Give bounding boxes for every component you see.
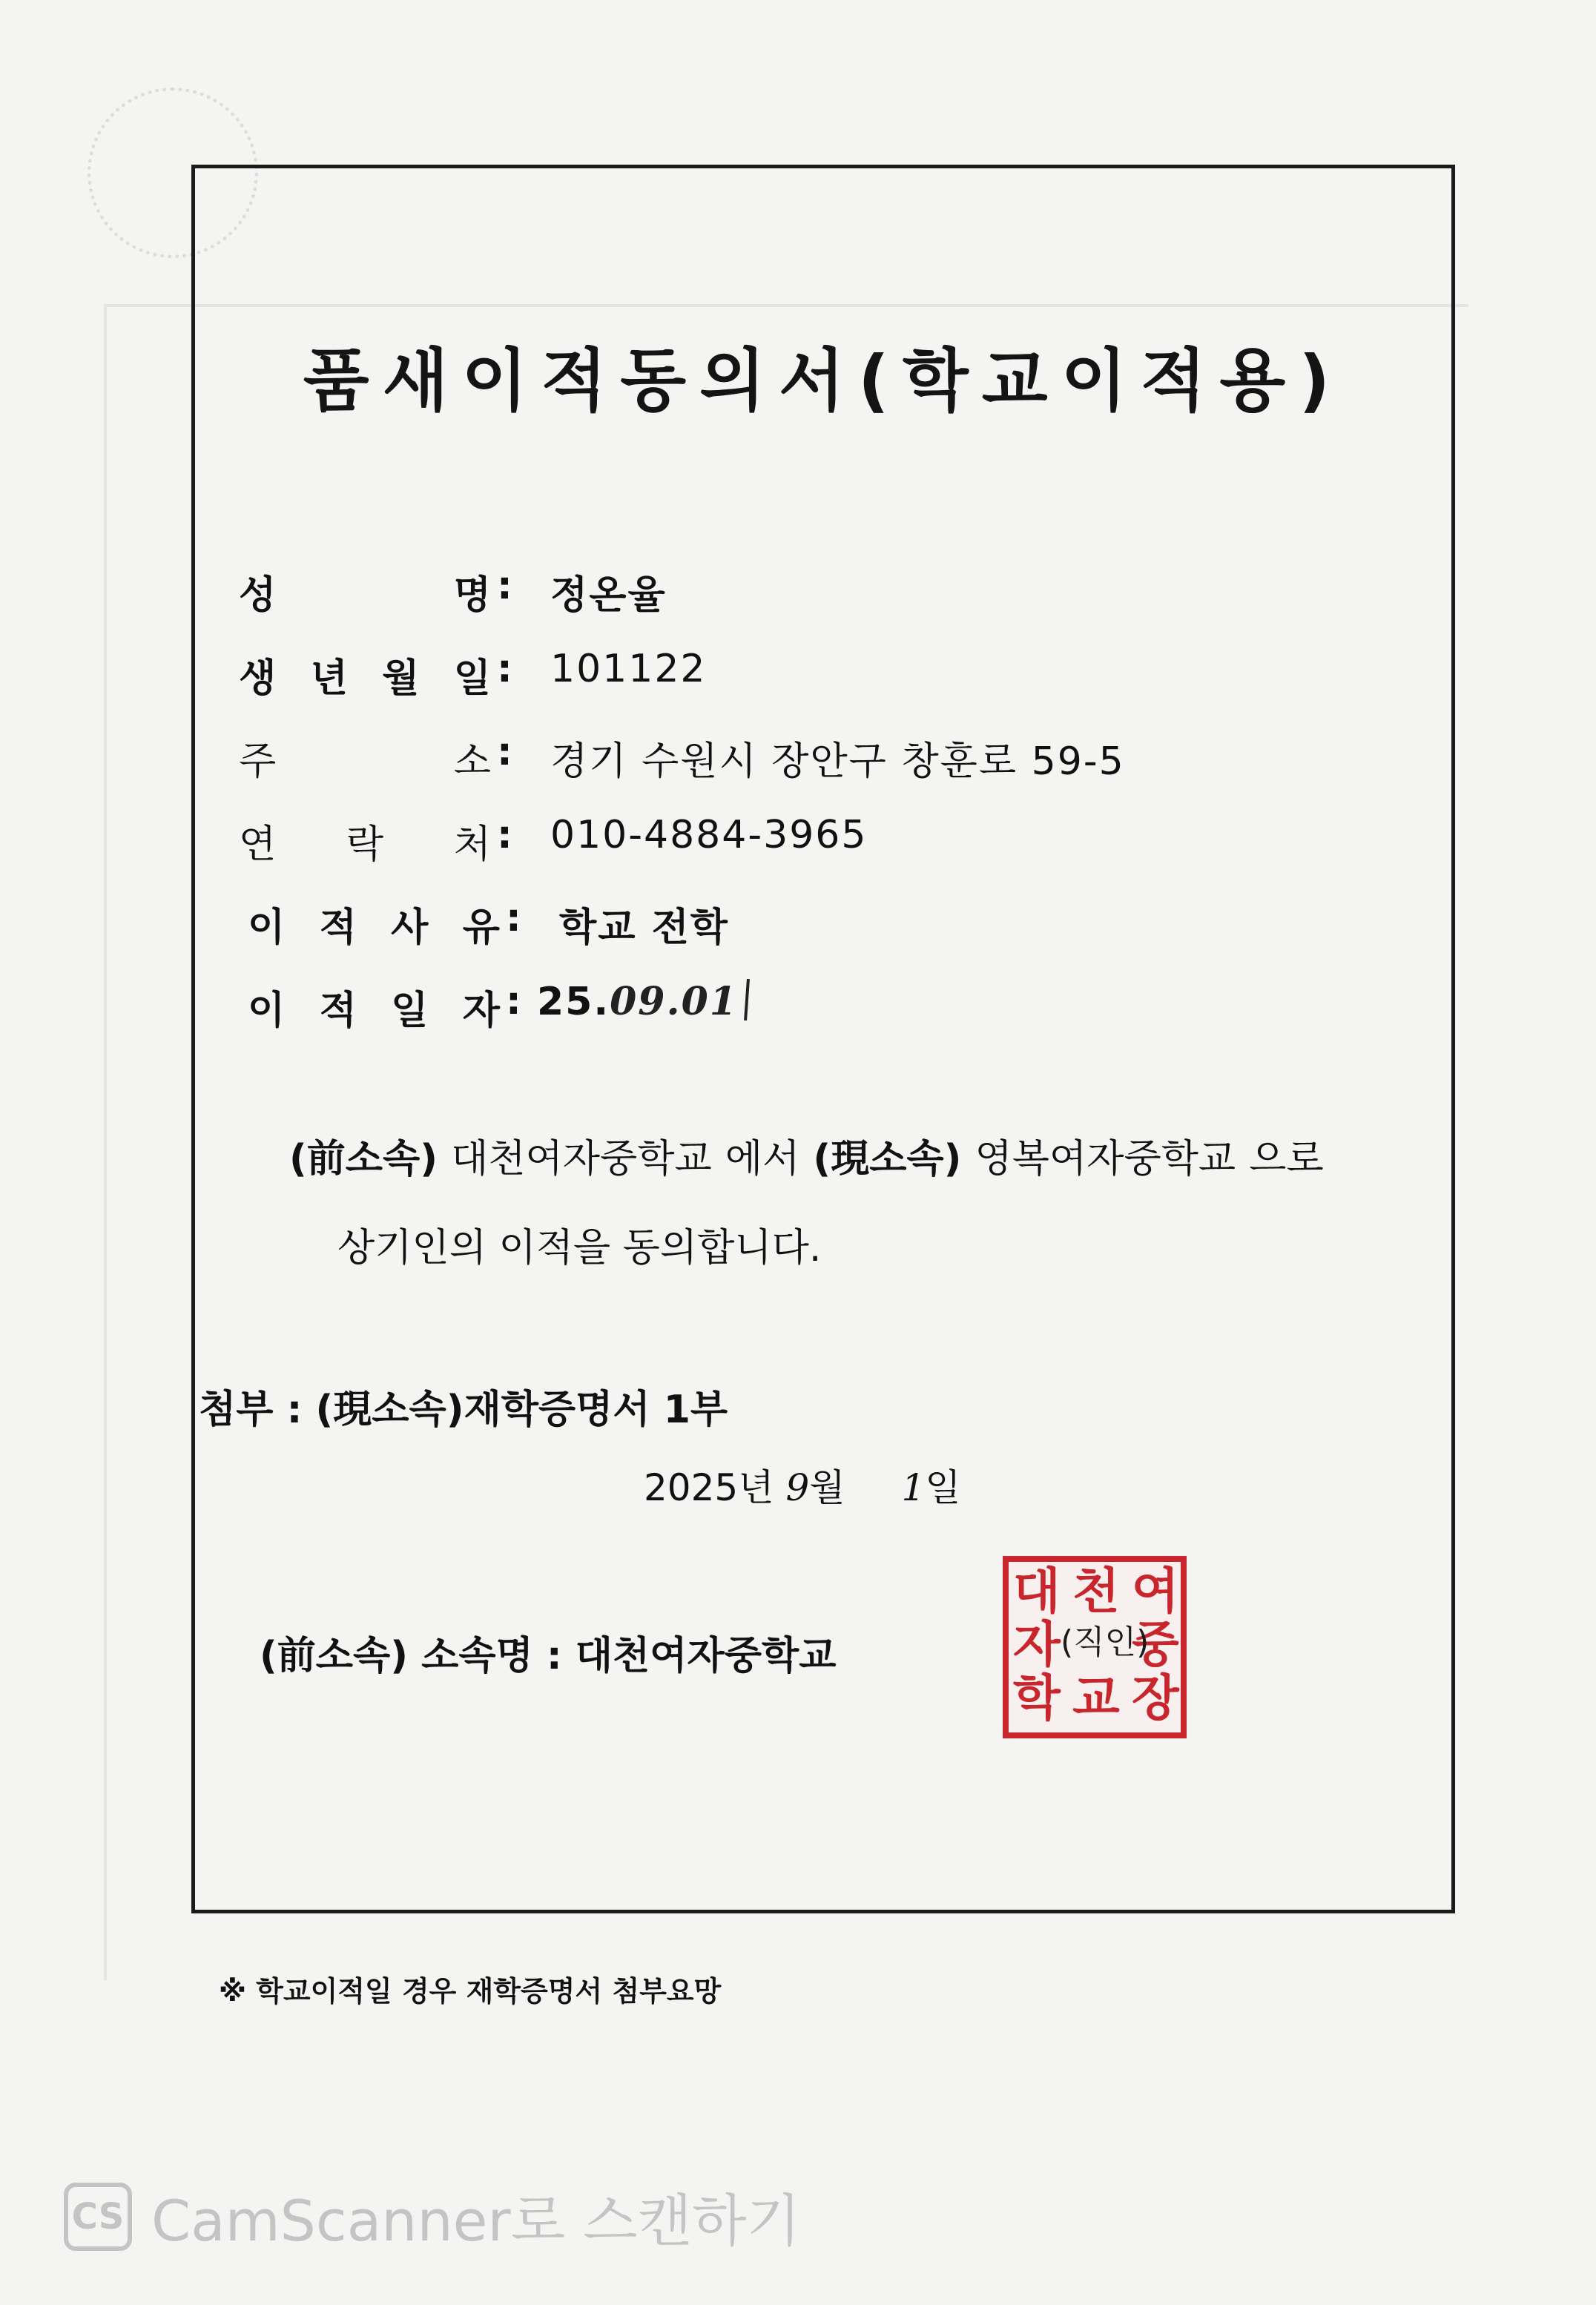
faint-border-bleedthrough — [104, 304, 107, 1980]
field-label: 연 락 처 — [239, 822, 491, 867]
seal-character: 학 — [1013, 1669, 1061, 1727]
seal-label: (직인) — [1061, 1623, 1150, 1661]
seal-character: 대 — [1013, 1562, 1061, 1620]
camscanner-watermark — [64, 2176, 801, 2257]
footnote: ※ 학교이적일 경우 재학증명서 첨부요망 — [219, 1975, 722, 2008]
consent-statement-line1 — [289, 1127, 1324, 1183]
field-value: 101122 — [550, 647, 707, 691]
field-value: 정온율 — [550, 573, 667, 618]
seal-character: 자 — [1013, 1615, 1061, 1673]
handwritten-day: 1 — [901, 1466, 926, 1509]
field-value: 경기 수원시 장안구 창훈로 59-5 — [550, 739, 1125, 784]
seal-character: 천 — [1072, 1562, 1120, 1620]
watermark-text: CamScanner로 스캔하기 — [151, 2188, 801, 2254]
prev-affiliation-tag: (前소속) — [289, 1137, 438, 1181]
consent-statement-line2: 상기인의 이적을 동의합니다. — [337, 1226, 822, 1270]
field-label: 성 명 — [239, 573, 491, 618]
field-value — [537, 979, 748, 1024]
field-value: 010-4884-3965 — [550, 813, 868, 857]
day-unit: 일 — [925, 1466, 961, 1509]
attachment-line: 첨부 : (現소속)재학증명서 1부 — [199, 1388, 728, 1432]
field-label: 이 적 사 유 — [248, 906, 500, 950]
colon: : — [506, 979, 521, 1023]
printed-date-part: 25. — [537, 980, 610, 1024]
school-affiliation-line: (前소속) 소속명 : 대천여자중학교 — [260, 1634, 837, 1678]
month-unit: 월 — [809, 1466, 845, 1509]
field-label: 이 적 일 자 — [248, 989, 500, 1033]
seal-character: 여 — [1132, 1562, 1179, 1620]
signing-date — [644, 1458, 961, 1511]
date-year: 2025년 — [644, 1466, 774, 1509]
handwritten-date: 09.01 — [610, 979, 738, 1024]
prev-school-name: 대천여자중학교 — [451, 1137, 712, 1181]
colon: : — [497, 564, 512, 608]
colon: : — [506, 896, 521, 940]
seal-character: 중 — [1132, 1615, 1179, 1673]
colon: : — [497, 813, 512, 857]
handwritten-month: 9 — [785, 1466, 810, 1509]
from-word: 에서 — [725, 1137, 800, 1181]
seal-character: 장 — [1132, 1669, 1179, 1727]
camscanner-logo-icon: CS — [64, 2183, 132, 2251]
field-label: 생 년 월 일 — [239, 656, 491, 701]
field-label: 주 소 — [239, 739, 491, 784]
seal-character: 교 — [1072, 1669, 1120, 1727]
curr-affiliation-tag: (現소속) — [813, 1137, 962, 1181]
form-title: 품새이적동의서(학교이적용) — [303, 341, 1344, 421]
field-value: 학교 전학 — [559, 906, 730, 950]
curr-school-name: 영복여자중학교 — [975, 1137, 1236, 1181]
colon: : — [497, 730, 512, 774]
to-word: 으로 — [1249, 1137, 1324, 1181]
colon: : — [497, 647, 512, 691]
